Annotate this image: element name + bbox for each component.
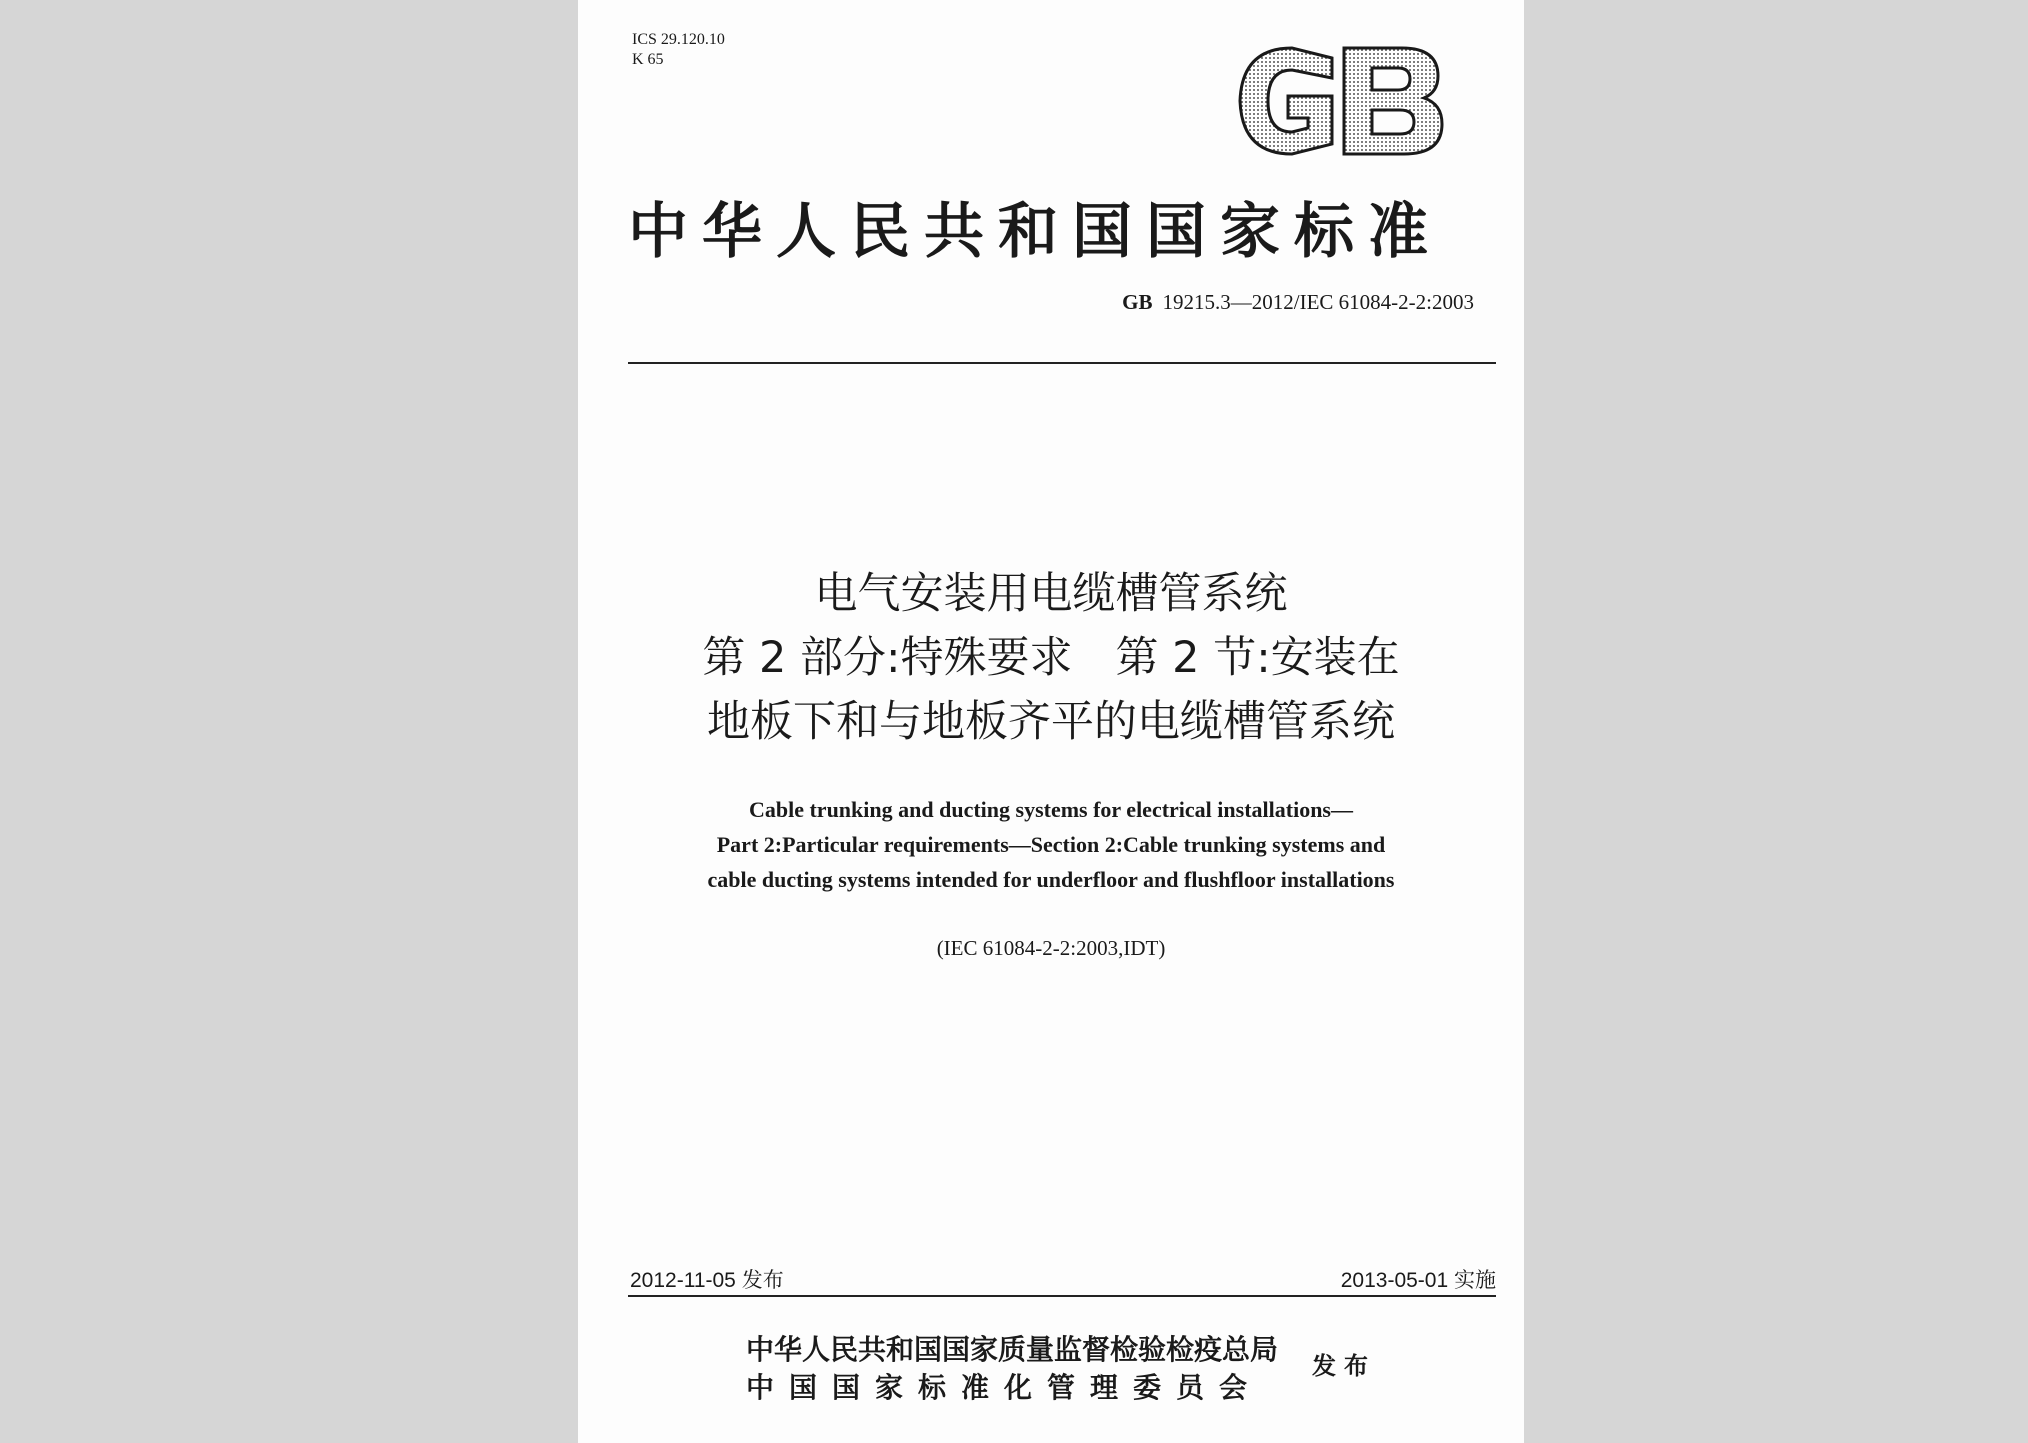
chinese-title-line: 电气安装用电缆槽管系统 <box>814 569 1288 619</box>
chinese-title-line: 地板下和与地板齐平的电缆槽管系统 <box>707 697 1395 747</box>
publish-label: 发布 <box>1312 1351 1376 1380</box>
standard-number <box>1122 290 1474 315</box>
english-title-line: Cable trunking and ducting systems for electrical installations— <box>748 797 1353 822</box>
english-title <box>578 792 1524 897</box>
issuer-sac: 中国国家标准化管理委员会 <box>746 1371 1263 1404</box>
implementation-date: 2013-05-01 实施 <box>1340 1269 1496 1292</box>
chinese-title-line: 第 2 部分:特殊要求 第 2 节:安装在 <box>702 633 1400 683</box>
gb-logo-icon <box>1232 40 1448 162</box>
ccs-code: K 65 <box>632 51 664 68</box>
national-standard-heading: 中华人民共和国国家标准 <box>628 197 1442 267</box>
equivalence-note: (IEC 61084-2-2:2003,IDT) <box>936 936 1166 960</box>
ics-code: ICS 29.120.10 <box>632 31 725 48</box>
english-title-line: Part 2:Particular requirements—Section 2:Cable trunking systems and <box>716 832 1386 857</box>
chinese-title <box>578 562 1524 754</box>
classification-codes <box>632 30 725 70</box>
standard-cover-page <box>578 0 1524 1443</box>
top-divider <box>628 362 1496 364</box>
standard-prefix: GB <box>1122 290 1153 314</box>
standard-code: 19215.3—2012/IEC 61084-2-2:2003 <box>1162 290 1474 314</box>
issue-date: 2012-11-05 发布 <box>630 1269 784 1292</box>
issuer-aqsiq: 中华人民共和国国家质量监督检验检疫总局 <box>746 1333 1279 1366</box>
bottom-divider <box>628 1295 1496 1297</box>
english-title-line: cable ducting systems intended for underfloor and flushfloor installations <box>707 867 1395 892</box>
